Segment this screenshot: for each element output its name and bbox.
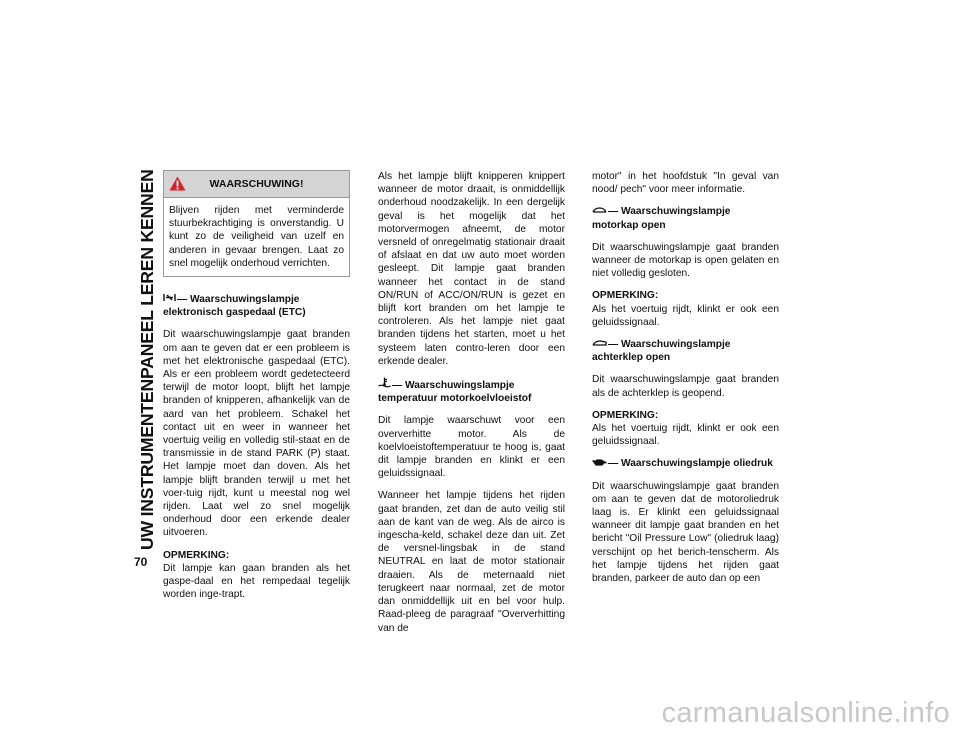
oil-heading	[592, 457, 779, 470]
etc-note	[163, 549, 350, 602]
hood-text: Dit waarschuwingslampje gaat branden wanneer de motorkap is open gelaten en niet volledig gesloten.	[592, 241, 779, 280]
flashing-lamp-text: Als het lampje blijft knipperen knippert wanneer de motor draait, is onmiddellijk onderhoud noodzakelijk. In een dergelijk geval is het mogelijk dat het motorvermogen afneemt, de motor versneld of onregelmatig stationair draait of afslaat en dat uw auto moet worden gesleept. Dit lampje gaat branden wanneer het contact in de stand ON/RUN of ACC/ON/RUN is gezet en blijft kort branden om het lampje te controleren. Als het lampje niet gaat branden tijdens het starten, moet u het systeem laten contro-leren door een erkende dealer.	[378, 171, 565, 367]
liftgate-note	[592, 409, 779, 449]
coolant-temperature-icon	[378, 377, 391, 392]
chapter-title: UW INSTRUMENTENPANEEL LEREN KENNEN	[137, 169, 157, 550]
watermark: carmanualsonline.info	[661, 697, 950, 729]
warning-box	[163, 170, 350, 277]
overheat-continued-text: motor" in het hoofdstuk "In geval van nood/ pech" voor meer informatie.	[592, 171, 779, 196]
liftgate-text: Dit waarschuwingslampje gaat branden als de achterklep is geopend.	[592, 374, 779, 399]
warning-header	[164, 171, 349, 198]
note-text: Dit lampje kan gaan branden als het gaspe-daal en het rempedaal tegelijk worden inge-trapt.	[163, 562, 350, 601]
coolant-heading-text: — Waarschuwingslampje temperatuur motorkoelvloeistof	[378, 380, 532, 405]
oil-can-icon	[592, 457, 607, 470]
etc-heading-text: — Waarschuwingslampje elektronisch gaspedaal (ETC)	[163, 294, 306, 319]
liftgate-heading-text: — Waarschuwingslampje achterklep open	[592, 339, 731, 364]
hood-open-icon	[592, 205, 607, 218]
warning-title: WAARSCHUWING!	[209, 178, 304, 190]
throttle-lamp-icon	[163, 293, 176, 306]
liftgate-open-icon	[592, 338, 607, 351]
note-label: OPMERKING:	[163, 549, 230, 561]
etc-heading	[163, 293, 350, 319]
etc-text: Dit waarschuwingslampje gaat branden om aan te geven dat er een probleem is met het elektronische gaspedaal (ETC). Als er een probleem wordt gedetecteerd terwijl de motor loopt, blijft het lampje branden of knipperen, afhankelijk van de aard van het probleem. Schakel het contact uit en weer in wanneer het voertuig veilig en volledig stil-staat en de transmissie in de stand PARK (P) staat. Het lampje moet dan doven. Als het lampje blijft branden terwijl u met het voer-tuig rijdt, kunt u meestal nog wel rijden. Laat wel zo snel mogelijk onderhoud door een erkende dealer uitvoeren.	[163, 329, 350, 539]
page-number: 70	[134, 555, 148, 569]
column-3	[592, 170, 779, 594]
liftgate-heading	[592, 338, 779, 364]
chapter-sidebar	[133, 170, 161, 550]
hood-heading-text: — Waarschuwingslampje motorkap open	[592, 206, 731, 231]
column-2	[378, 170, 565, 644]
coolant-text-1: Dit lampje waarschuwt voor een oververhitte motor. Als de koelvloeistoftemperatuur te hoog is, gaat dit lampje branden en klinkt er een geluidssignaal.	[378, 415, 565, 480]
note-label: OPMERKING:	[592, 409, 659, 421]
warning-text: Blijven rijden met verminderde stuurbekrachtiging is onverstandig. U kunt zo de veiligheid van uzelf en anderen in gevaar brengen. Laat zo snel mogelijk onderhoud verrichten.	[169, 205, 344, 269]
note-text: Als het voertuig rijdt, klinkt er ook een geluidssignaal.	[592, 303, 779, 328]
note-label: OPMERKING:	[592, 290, 659, 302]
note-text: Als het voertuig rijdt, klinkt er ook een geluidssignaal.	[592, 423, 779, 448]
coolant-text-2: Wanneer het lampje tijdens het rijden gaat branden, zet dan de auto veilig stil aan de kant van de weg. Als de airco is ingescha-keld, schakel deze dan uit. Zet de versnel-lingsbak in de stand NEUTRAL en laat de motor stationair draaien. Als de meternaald niet terugkeert naar normaal, zet de motor dan onmiddellijk uit en bel voor hulp. Raad-pleeg de paragraaf "Oververhitting van de	[378, 490, 565, 634]
coolant-heading	[378, 377, 565, 405]
column-1	[163, 170, 350, 610]
oil-text: Dit waarschuwingslampje gaat branden om aan te geven dat de motoroliedruk laag is. Er klinkt een geluidssignaal wanneer dit lampje gaat branden en het bericht "Oil Pressure Low" (oliedruk laag) verschijnt op het berich-tenscherm. Als het lampje tijdens het rijden gaat branden, parkeer de auto dan op een	[592, 480, 779, 585]
hood-heading	[592, 205, 779, 231]
oil-heading-text: — Waarschuwingslampje oliedruk	[608, 458, 773, 470]
hood-note	[592, 289, 779, 329]
